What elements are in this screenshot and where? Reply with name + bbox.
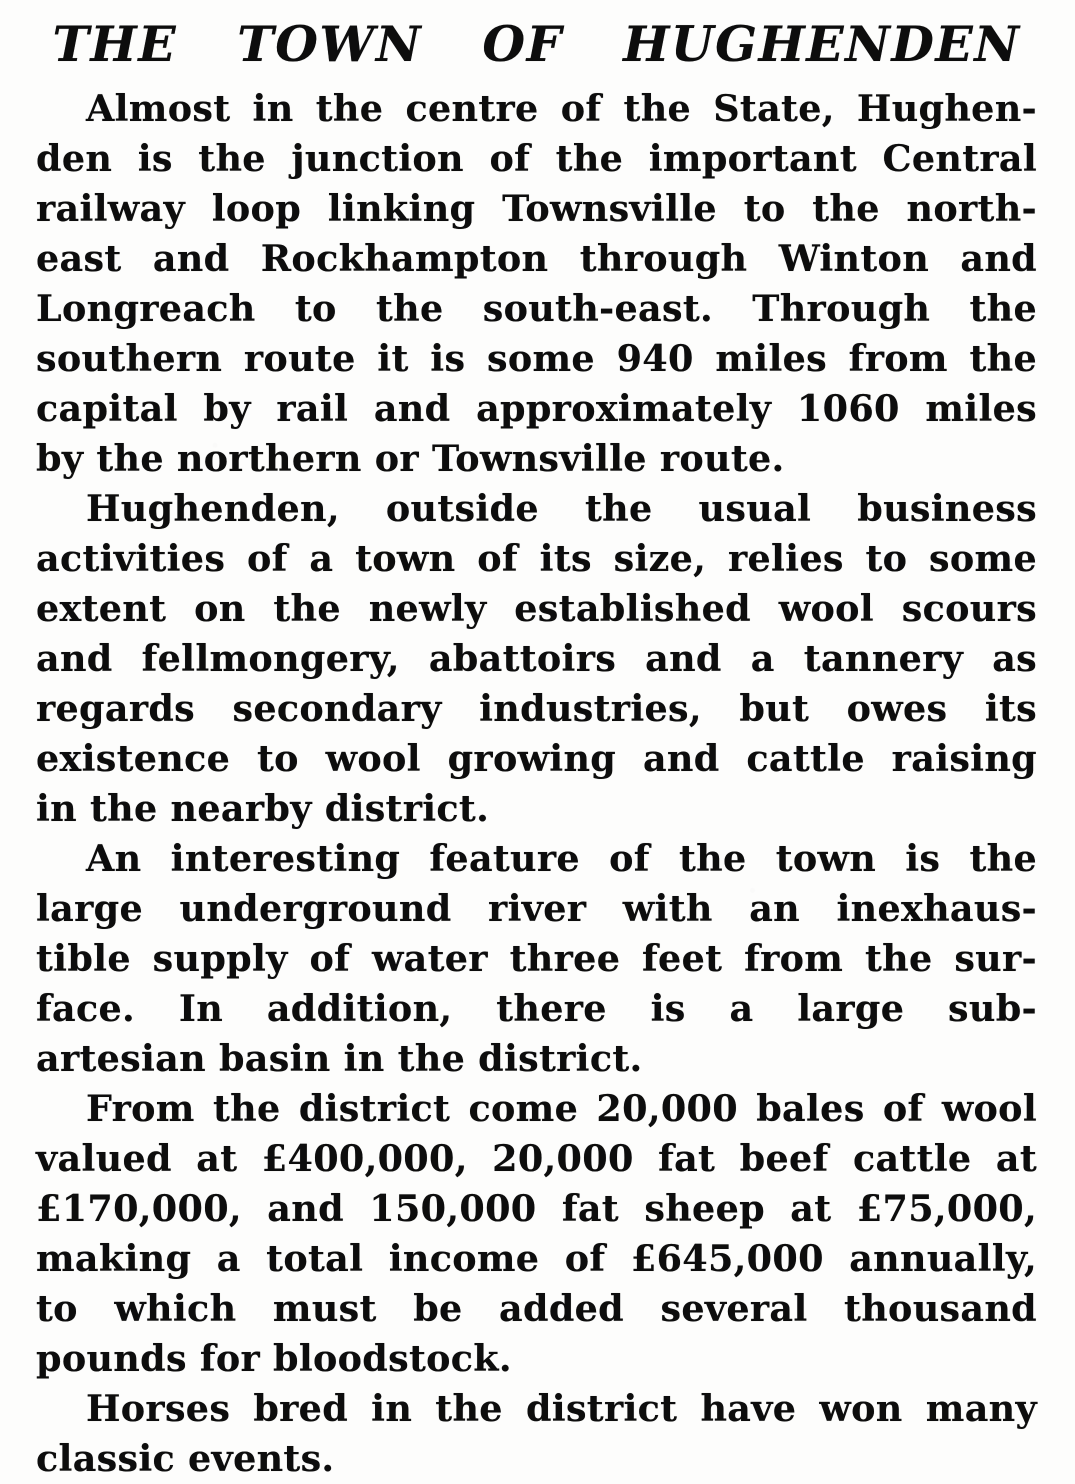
text-line: in the nearby district. bbox=[36, 787, 490, 830]
paragraph bbox=[36, 1084, 1037, 1384]
text-line: Hughenden, outside the usual business bbox=[86, 487, 1037, 530]
text-line: valued at £400,000, 20,000 fat beef cattle at bbox=[36, 1137, 1037, 1180]
text-line: to which must be added several thousand bbox=[36, 1287, 1037, 1330]
text-line: making a total income of £645,000 annually, bbox=[36, 1237, 1037, 1280]
text-line: tible supply of water three feet from the sur- bbox=[36, 937, 1037, 980]
text-line: capital by rail and approximately 1060 miles bbox=[36, 387, 1037, 430]
text-line: An interesting feature of the town is the bbox=[86, 837, 1037, 880]
article-title: THE TOWN OF HUGHENDEN bbox=[52, 15, 1021, 73]
text-line: Horses bred in the district have won many bbox=[86, 1387, 1037, 1430]
text-line: railway loop linking Townsville to the north- bbox=[36, 187, 1037, 230]
text-line: by the northern or Townsville route. bbox=[36, 437, 785, 480]
text-line: extent on the newly established wool scours bbox=[36, 587, 1037, 630]
text-line: southern route it is some 940 miles from the bbox=[36, 337, 1037, 380]
text-line: existence to wool growing and cattle raising bbox=[36, 737, 1037, 780]
text-line: activities of a town of its size, relies to some bbox=[36, 537, 1037, 580]
text-line: and fellmongery, abattoirs and a tannery as bbox=[36, 637, 1037, 680]
paragraph bbox=[36, 834, 1037, 1084]
paragraph bbox=[36, 1384, 1037, 1484]
text-line: den is the junction of the important Central bbox=[36, 137, 1037, 180]
text-line: large underground river with an inexhaus- bbox=[36, 887, 1037, 930]
paragraph bbox=[36, 484, 1037, 834]
text-line: £170,000, and 150,000 fat sheep at £75,000, bbox=[36, 1187, 1037, 1230]
paragraph bbox=[36, 84, 1037, 484]
text-line: classic events. bbox=[36, 1437, 335, 1480]
text-line: regards secondary industries, but owes its bbox=[36, 687, 1037, 730]
text-line: east and Rockhampton through Winton and bbox=[36, 237, 1037, 280]
text-line: From the district come 20,000 bales of wool bbox=[86, 1087, 1037, 1130]
text-line: face. In addition, there is a large sub- bbox=[36, 987, 1037, 1030]
text-line: Longreach to the south-east. Through the bbox=[36, 287, 1037, 330]
text-line: pounds for bloodstock. bbox=[36, 1337, 512, 1380]
text-line: artesian basin in the district. bbox=[36, 1037, 643, 1080]
text-line: Almost in the centre of the State, Hughen- bbox=[86, 87, 1037, 130]
